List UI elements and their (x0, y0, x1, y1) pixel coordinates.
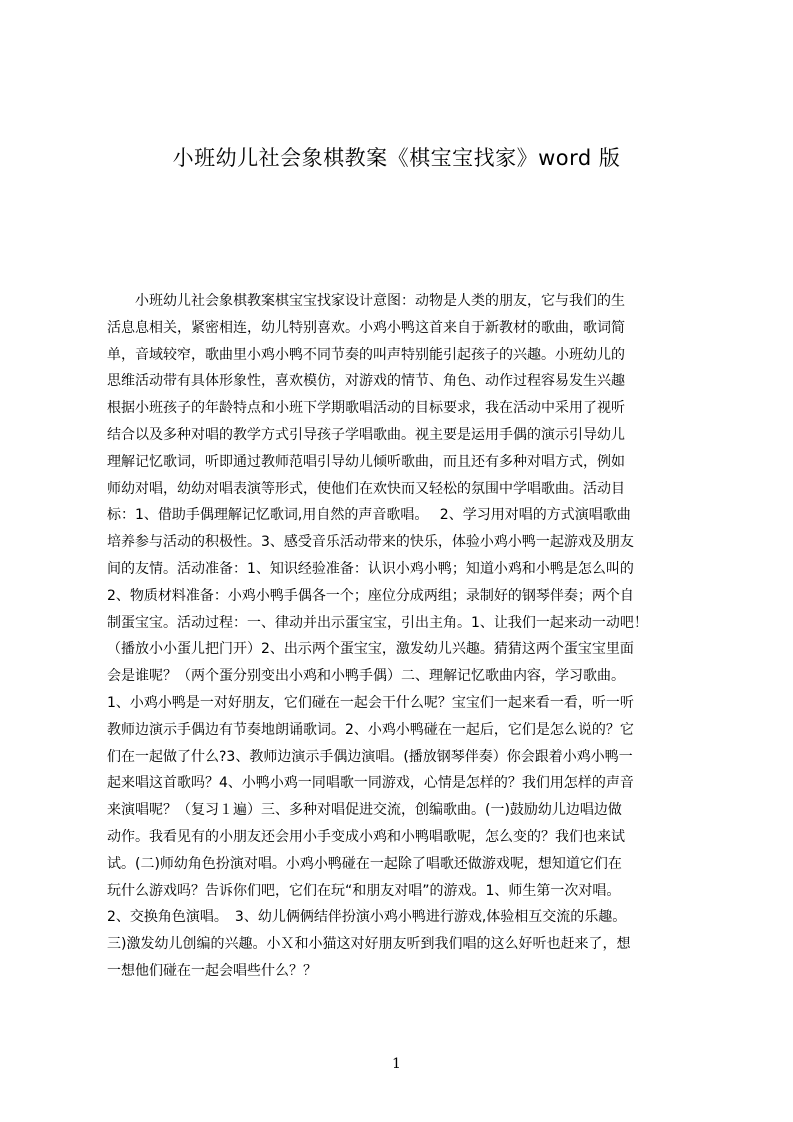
text-line: 理解记忆歌词，听即通过教师范唱引导幼儿倾听歌曲，而且还有多种对唱方式，例如 (107, 453, 625, 470)
document-title: 小班幼儿社会象棋教案《棋宝宝找家》word 版 (172, 146, 621, 170)
text-line: 培养参与活动的积极性。3、感受音乐活动带来的快乐，体验小鸡小鸭一起游戏及朋友 (107, 534, 634, 551)
text-line: 一想他们碰在一起会唱些什么？？ (107, 962, 317, 979)
body-paragraph (107, 288, 698, 988)
text-line: 起来唱这首歌吗？4、小鸭小鸡一同唱歌一同游戏，心情是怎样的？我们用怎样的声音 (107, 775, 634, 792)
text-line: （播放小小蛋儿把门开）2、出示两个蛋宝宝，激发幼儿兴趣。猜猜这两个蛋宝宝里面 (107, 641, 634, 658)
text-line: 三)激发幼儿创编的兴趣。小Ｘ和小猫这对好朋友听到我们唱的这么好听也赶来了，想 (107, 936, 631, 953)
text-line: 思维活动带有具体形象性，喜欢模仿，对游戏的情节、角色、动作过程容易发生兴趣 (107, 373, 625, 390)
text-line: 会是谁呢？（两个蛋分别变出小鸡和小鸭手偶）二、理解记忆歌曲内容，学习歌曲。 (107, 668, 625, 685)
text-line: 教师边演示手偶边有节奏地朗诵歌词。2、小鸡小鸭碰在一起后，它们是怎么说的？它 (107, 721, 634, 738)
text-line: 制蛋宝宝。活动过程：一、律动并出示蛋宝宝，引出主角。1、让我们一起来动一动吧！ (107, 614, 648, 631)
text-line: 间的友情。活动准备：1、知识经验准备：认识小鸡小鸭；知道小鸡和小鸭是怎么叫的 (107, 560, 634, 577)
text-line: 玩什么游戏吗？告诉你们吧，它们在玩“和朋友对唱”的游戏。1、师生第一次对唱。 (107, 882, 621, 899)
text-line: 标：1、借助手偶理解记忆歌词,用自然的声音歌唱。 2、学习用对唱的方式演唱歌曲 (107, 507, 631, 524)
text-line: 2、交换角色演唱。 3、幼儿俩俩结伴扮演小鸡小鸭进行游戏,体验相互交流的乐趣。 (107, 909, 627, 926)
text-line: 结合以及多种对唱的教学方式引导孩子学唱歌曲。视主要是运用手偶的演示引导幼儿 (107, 426, 625, 443)
text-line: 活息息相关，紧密相连，幼儿特别喜欢。小鸡小鸭这首来自于新教材的歌曲，歌词简 (107, 319, 625, 336)
page-number: 1 (392, 1056, 401, 1072)
text-line: 根据小班孩子的年龄特点和小班下学期歌唱活动的目标要求，我在活动中采用了视听 (107, 400, 625, 417)
text-line: 动作。我看见有的小朋友还会用小手变成小鸡和小鸭唱歌呢，怎么变的？我们也来试 (107, 828, 625, 845)
text-line: 师幼对唱，幼幼对唱表演等形式，使他们在欢快而又轻松的氛围中学唱歌曲。活动目 (107, 480, 625, 497)
text-line: 单，音域较窄，歌曲里小鸡小鸭不同节奏的叫声特别能引起孩子的兴趣。小班幼儿的 (107, 346, 625, 363)
text-line: 小班幼儿社会象棋教案棋宝宝找家设计意图：动物是人类的朋友，它与我们的生 (107, 293, 625, 309)
text-line: 1、小鸡小鸭是一对好朋友，它们碰在一起会干什么呢？宝宝们一起来看一看，听一听 (107, 694, 634, 711)
text-line: 试。(二)师幼角色扮演对唱。小鸡小鸭碰在一起除了唱歌还做游戏呢，想知道它们在 (107, 855, 622, 872)
text-line: 2、物质材料准备：小鸡小鸭手偶各一个；座位分成两组；录制好的钢琴伴奏；两个自 (107, 587, 634, 604)
text-line: 们在一起做了什么?3、教师边演示手偶边演唱。(播放钢琴伴奏）你会跟着小鸡小鸭一 (107, 748, 633, 765)
text-line: 来演唱呢？（复习１遍）三、多种对唱促进交流，创编歌曲。(一)鼓励幼儿边唱边做 (107, 802, 622, 819)
